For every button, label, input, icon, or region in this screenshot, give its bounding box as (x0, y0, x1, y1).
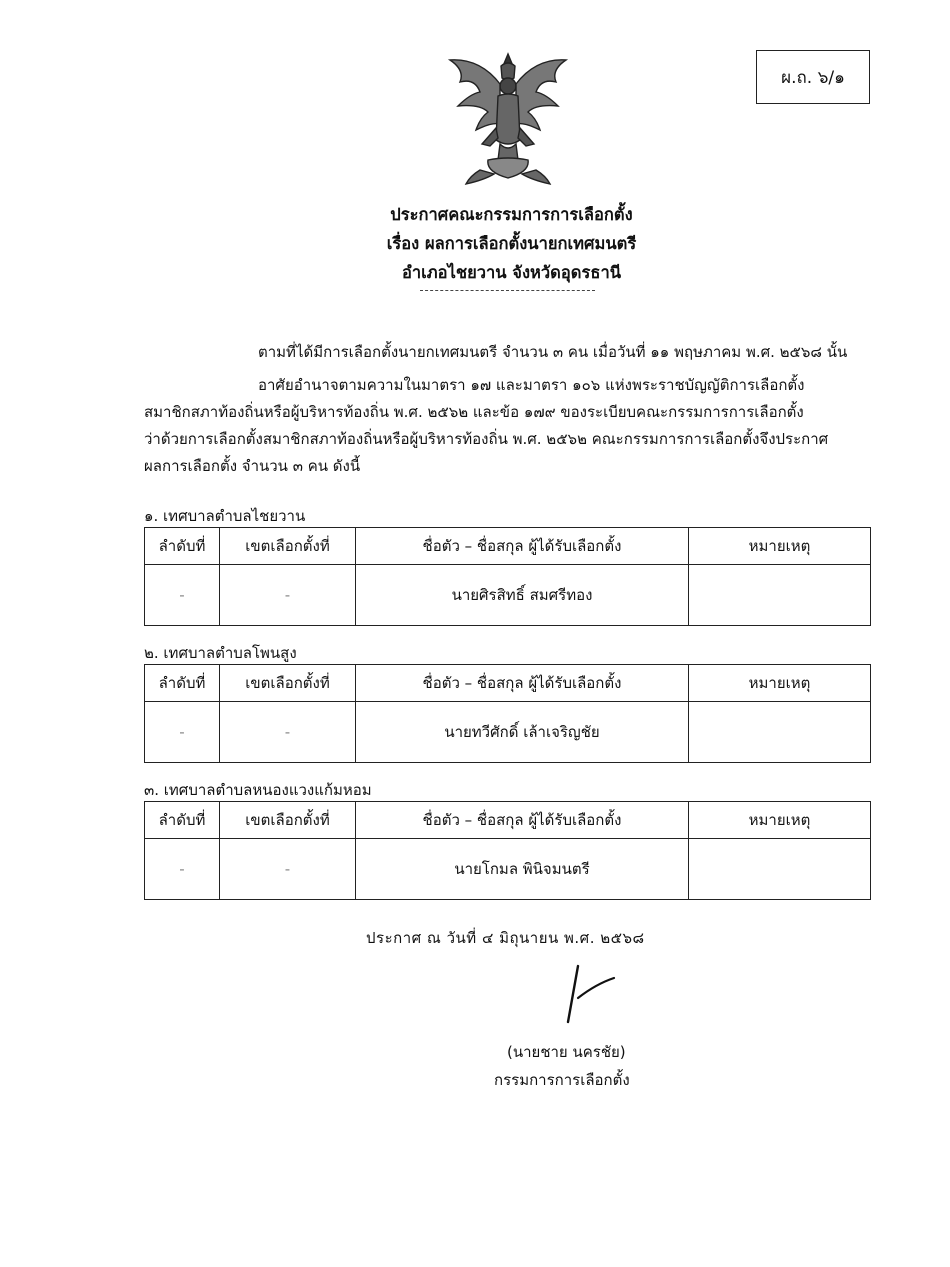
garuda-emblem-icon (440, 48, 576, 186)
header-order: ลำดับที่ (145, 528, 220, 565)
body-paragraph-1: ตามที่ได้มีการเลือกตั้งนายกเทศมนตรี จำนวน ๓ คน เมื่อวันที่ ๑๑ พฤษภาคม พ.ศ. ๒๕๖๘ นั้น (258, 343, 848, 361)
header-note: หมายเหตุ (689, 528, 871, 565)
cell-note (689, 839, 871, 900)
paragraph-2-line: อาศัยอำนาจตามความในมาตรา ๑๗ และมาตรา ๑๐๖ แห่งพระราชบัญญัติการเลือกตั้ง (258, 376, 805, 394)
table-row (145, 565, 871, 626)
header-district: เขตเลือกตั้งที่ (220, 802, 356, 839)
table-row (145, 839, 871, 900)
cell-district: - (220, 702, 356, 763)
table-header-row (145, 665, 871, 702)
cell-district: - (220, 565, 356, 626)
heading-divider (420, 290, 595, 291)
section-title-2: ๒. เทศบาลตำบลโพนสูง (144, 644, 297, 662)
heading-line-2: เรื่อง ผลการเลือกตั้งนายกเทศมนตรี (386, 234, 637, 253)
announcement-heading (0, 200, 950, 287)
header-name: ชื่อตัว – ชื่อสกุล ผู้ได้รับเลือกตั้ง (356, 665, 689, 702)
header-note: หมายเหตุ (689, 802, 871, 839)
table-header-row (145, 802, 871, 839)
results-table-1 (144, 527, 871, 626)
section-title-3: ๓. เทศบาลตำบลหนองแวงแก้มหอม (144, 781, 372, 799)
header-note: หมายเหตุ (689, 665, 871, 702)
header-name: ชื่อตัว – ชื่อสกุล ผู้ได้รับเลือกตั้ง (356, 528, 689, 565)
paragraph-2-line: ผลการเลือกตั้ง จำนวน ๓ คน ดังนี้ (144, 457, 361, 475)
cell-order: - (145, 702, 220, 763)
heading-line-3: อำเภอไชยวาน จังหวัดอุดรธานี (401, 263, 621, 282)
body-paragraph-2 (144, 372, 872, 480)
cell-elected-name: นายโกมล พินิจมนตรี (356, 839, 689, 900)
header-district: เขตเลือกตั้งที่ (220, 665, 356, 702)
header-district: เขตเลือกตั้งที่ (220, 528, 356, 565)
header-name: ชื่อตัว – ชื่อสกุล ผู้ได้รับเลือกตั้ง (356, 802, 689, 839)
header-order: ลำดับที่ (145, 665, 220, 702)
cell-order: - (145, 565, 220, 626)
header-order: ลำดับที่ (145, 802, 220, 839)
cell-elected-name: นายทวีศักดิ์ เล้าเจริญชัย (356, 702, 689, 763)
paragraph-2-line: สมาชิกสภาท้องถิ่นหรือผู้บริหารท้องถิ่น พ.ศ. ๒๕๖๒ และข้อ ๑๗๙ ของระเบียบคณะกรรมการการเลือกตั้ง (144, 403, 804, 421)
signer-name: (นายชาย นครชัย) (507, 1043, 626, 1061)
table-row (145, 702, 871, 763)
cell-note (689, 702, 871, 763)
cell-note (689, 565, 871, 626)
cell-district: - (220, 839, 356, 900)
signature-icon (556, 958, 626, 1030)
cell-order: - (145, 839, 220, 900)
form-code: ผ.ถ. ๖/๑ (781, 67, 845, 88)
section-title-1: ๑. เทศบาลตำบลไชยวาน (144, 507, 306, 525)
heading-line-1: ประกาศคณะกรรมการการเลือกตั้ง (390, 205, 633, 224)
paragraph-2-line: ว่าด้วยการเลือกตั้งสมาชิกสภาท้องถิ่นหรือผู้บริหารท้องถิ่น พ.ศ. ๒๕๖๒ คณะกรรมการการเลือกตั้งจึงประกาศ (144, 430, 829, 448)
form-code-box (756, 50, 870, 104)
table-header-row (145, 528, 871, 565)
signer-position: กรรมการการเลือกตั้ง (494, 1071, 630, 1089)
results-table-2 (144, 664, 871, 763)
announcement-date: ประกาศ ณ วันที่ ๔ มิถุนายน พ.ศ. ๒๕๖๘ (366, 929, 645, 947)
results-table-3 (144, 801, 871, 900)
cell-elected-name: นายศิรสิทธิ์ สมศรีทอง (356, 565, 689, 626)
